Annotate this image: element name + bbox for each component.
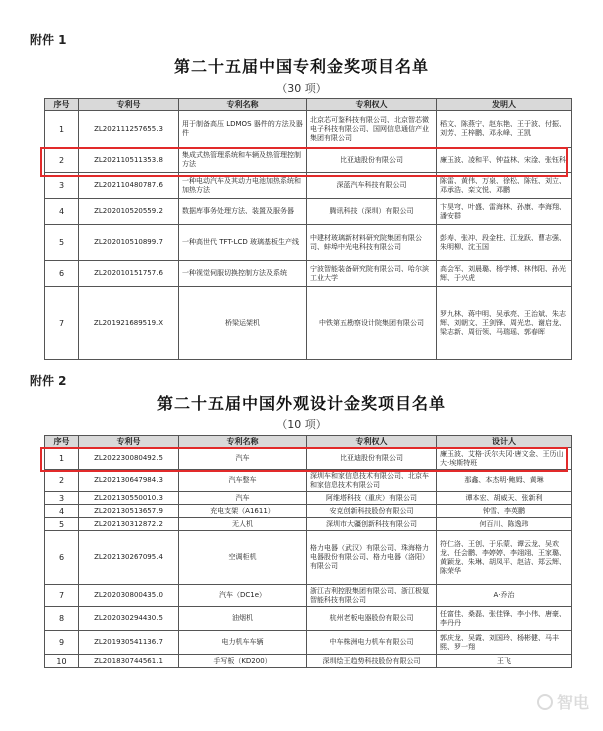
header-designer: 设计人	[437, 436, 572, 448]
row-owner: 格力电器（武汉）有限公司、珠海格力电器股份有限公司、格力电器（洛阳）有限公司	[307, 531, 437, 585]
row-patent-name: 汽车	[179, 448, 307, 470]
table-row	[45, 470, 572, 492]
row-designers: 廉玉波、艾格·沃尔夫冈·唐文金、王历山大·埃斯特班	[437, 448, 572, 470]
table-row	[45, 261, 572, 287]
header-owner: 专利权人	[307, 99, 437, 111]
table-header-row	[45, 436, 572, 448]
row-patent-no: ZL202230080492.5	[79, 448, 179, 470]
row-designers: A·乔治	[437, 585, 572, 607]
row-owner: 深圳绘王趋势科技股份有限公司	[307, 655, 437, 668]
row-patent-name: 手写板（KD200）	[179, 655, 307, 668]
row-designers: 任富佳、桑磊、张佳锋、李小伟、唐豪、李丹丹	[437, 607, 572, 631]
row-patent-no: ZL202130550010.3	[79, 492, 179, 505]
table-row	[45, 531, 572, 585]
row-inventors: 彭寿、张冲、段金柱、江龙跃、曹志强、朱明柳、沈玉国	[437, 225, 572, 261]
annex-1-count: （30 项）	[276, 82, 327, 95]
row-owner: 中铁第五勘察设计院集团有限公司	[307, 287, 437, 360]
table-row	[45, 225, 572, 261]
row-inventors: 稻文、陈燕宁、赵东艳、王于波、付振、刘芳、王梓鹏、邓永峰、王凯	[437, 111, 572, 148]
header-patent-no: 专利号	[79, 436, 179, 448]
row-no: 6	[45, 531, 79, 585]
row-patent-no: ZL202010151757.6	[79, 261, 179, 287]
row-designers: 钟雪、李英鹏	[437, 505, 572, 518]
table-row	[45, 585, 572, 607]
annex-2-label: 附件 2	[30, 374, 67, 388]
table-row	[45, 505, 572, 518]
row-no: 7	[45, 585, 79, 607]
header-patent-name: 专利名称	[179, 99, 307, 111]
row-owner: 深圳车和家信息技术有限公司、北京车和家信息技术有限公司	[307, 470, 437, 492]
row-patent-name: 充电支架（A1611）	[179, 505, 307, 518]
row-owner: 浙江吉利控股集团有限公司、浙江极氪智能科技有限公司	[307, 585, 437, 607]
row-designers: 谭本宏、胡威天、张新利	[437, 492, 572, 505]
row-designers: 何百川、陈逸玮	[437, 518, 572, 531]
row-patent-name: 一种视觉伺服切换控制方法及系统	[179, 261, 307, 287]
row-designers: 那鑫、本杰明·鲍姆、黄琳	[437, 470, 572, 492]
row-no: 5	[45, 225, 79, 261]
row-patent-no: ZL202111257655.3	[79, 111, 179, 148]
annex-2-title: 第二十五届中国外观设计金奖项目名单	[156, 394, 446, 413]
row-no: 5	[45, 518, 79, 531]
row-inventors: 陈雷、黄伟、万泉、徐松、陈钰、刘立、邓承浩、栾文悦、邓鹏	[437, 173, 572, 199]
header-no: 序号	[45, 436, 79, 448]
row-no: 3	[45, 492, 79, 505]
row-no: 2	[45, 470, 79, 492]
table-row	[45, 199, 572, 225]
row-patent-no: ZL202130267095.4	[79, 531, 179, 585]
row-patent-name: 一种高世代 TFT-LCD 玻璃基板生产线	[179, 225, 307, 261]
row-patent-no: ZL201830744561.1	[79, 655, 179, 668]
header-inventor: 发明人	[437, 99, 572, 111]
table-row	[45, 287, 572, 360]
table-header-row	[45, 99, 572, 111]
row-no: 1	[45, 111, 79, 148]
row-owner: 比亚迪股份有限公司	[307, 148, 437, 173]
row-patent-name: 油烟机	[179, 607, 307, 631]
row-patent-name: 汽车整车	[179, 470, 307, 492]
row-patent-name: 用于制备高压 LDMOS 器件的方法及器件	[179, 111, 307, 148]
row-no: 4	[45, 505, 79, 518]
row-no: 7	[45, 287, 79, 360]
table-row	[45, 111, 572, 148]
row-patent-name: 电力机车车辆	[179, 631, 307, 655]
table-row	[45, 518, 572, 531]
annex-1-title: 第二十五届中国专利金奖项目名单	[173, 57, 429, 76]
annex-2-count: （10 项）	[276, 418, 327, 431]
table-row	[45, 631, 572, 655]
row-owner: 安克创新科技股份有限公司	[307, 505, 437, 518]
header-no: 序号	[45, 99, 79, 111]
row-designers: 王飞	[437, 655, 572, 668]
row-patent-name: 桥梁运架机	[179, 287, 307, 360]
header-patent-name: 专利名称	[179, 436, 307, 448]
row-no: 2	[45, 148, 79, 173]
row-patent-no: ZL202030294430.5	[79, 607, 179, 631]
row-inventors: 高会军、刘晨璐、杨学博、林伟阳、孙光辉、于兴虎	[437, 261, 572, 287]
row-patent-no: ZL201921689519.X	[79, 287, 179, 360]
row-patent-name: 一种电动汽车及其动力电池加热系统和加热方法	[179, 173, 307, 199]
row-designers: 符仁洛、王创、于乐蒙、谭云龙、吴欢龙、任会鹏、李婷婷、李翊翊、王家璐、黄颖龙、朱琳、胡凤平、赵洁、郑云辉、陈荣华	[437, 531, 572, 585]
watermark	[537, 690, 589, 713]
patent-gold-table	[44, 98, 572, 360]
design-gold-table	[44, 435, 572, 668]
row-owner: 阿维塔科技（重庆）有限公司	[307, 492, 437, 505]
table-row	[45, 148, 572, 173]
row-patent-name: 汽车（DC1e）	[179, 585, 307, 607]
row-patent-no: ZL202130312872.2	[79, 518, 179, 531]
table-row	[45, 607, 572, 631]
row-owner: 中建材玻璃新材料研究院集团有限公司、蚌埠中光电科技有限公司	[307, 225, 437, 261]
row-patent-name: 空调柜机	[179, 531, 307, 585]
row-owner: 杭州老板电器股份有限公司	[307, 607, 437, 631]
row-no: 3	[45, 173, 79, 199]
row-patent-no: ZL202010520559.2	[79, 199, 179, 225]
table-row	[45, 492, 572, 505]
table-row	[45, 173, 572, 199]
row-patent-no: ZL202130647984.3	[79, 470, 179, 492]
row-patent-no: ZL202110511353.8	[79, 148, 179, 173]
row-patent-name: 数据库事务处理方法、装置及服务器	[179, 199, 307, 225]
row-patent-no: ZL202130513657.9	[79, 505, 179, 518]
row-owner: 腾讯科技（深圳）有限公司	[307, 199, 437, 225]
row-patent-name: 集成式热管理系统和车辆及热管理控制方法	[179, 148, 307, 173]
row-owner: 中车株洲电力机车有限公司	[307, 631, 437, 655]
row-inventors: 罗九林、蒋中明、吴承亮、王治斌、朱志辉、刘朝文、王剑锋、周光忠、谢启龙、梁志新、周衍领、马瑞瑶、郭春晖	[437, 287, 572, 360]
row-patent-no: ZL202030800435.0	[79, 585, 179, 607]
row-no: 6	[45, 261, 79, 287]
row-inventors: 卞昊穹、叶盛、雷海林、孙康、李海翔、潘安群	[437, 199, 572, 225]
row-owner: 比亚迪股份有限公司	[307, 448, 437, 470]
row-no: 10	[45, 655, 79, 668]
row-designers: 郭庆龙、吴霞、刘国玲、杨彬健、马丰熙、罗一翔	[437, 631, 572, 655]
row-no: 9	[45, 631, 79, 655]
annex-1-label: 附件 1	[30, 33, 67, 47]
row-no: 4	[45, 199, 79, 225]
row-owner: 深蓝汽车科技有限公司	[307, 173, 437, 199]
row-patent-no: ZL202110480787.6	[79, 173, 179, 199]
row-no: 1	[45, 448, 79, 470]
row-patent-name: 汽车	[179, 492, 307, 505]
row-patent-name: 无人机	[179, 518, 307, 531]
row-patent-no: ZL202010510899.7	[79, 225, 179, 261]
header-owner: 专利权人	[307, 436, 437, 448]
table-row	[45, 655, 572, 668]
watermark-text: 智电	[556, 693, 589, 712]
row-patent-no: ZL201930541136.7	[79, 631, 179, 655]
row-inventors: 廉玉波、凌和平、钟益林、宋淦、张钰科	[437, 148, 572, 173]
header-patent-no: 专利号	[79, 99, 179, 111]
row-owner: 宁波智能装备研究院有限公司、哈尔滨工业大学	[307, 261, 437, 287]
row-owner: 北京芯可鉴科技有限公司、北京智芯微电子科技有限公司、国网信息通信产业集团有限公司	[307, 111, 437, 148]
watermark-logo-icon	[537, 694, 553, 710]
row-owner: 深圳市大疆创新科技有限公司	[307, 518, 437, 531]
table-row	[45, 448, 572, 470]
row-no: 8	[45, 607, 79, 631]
